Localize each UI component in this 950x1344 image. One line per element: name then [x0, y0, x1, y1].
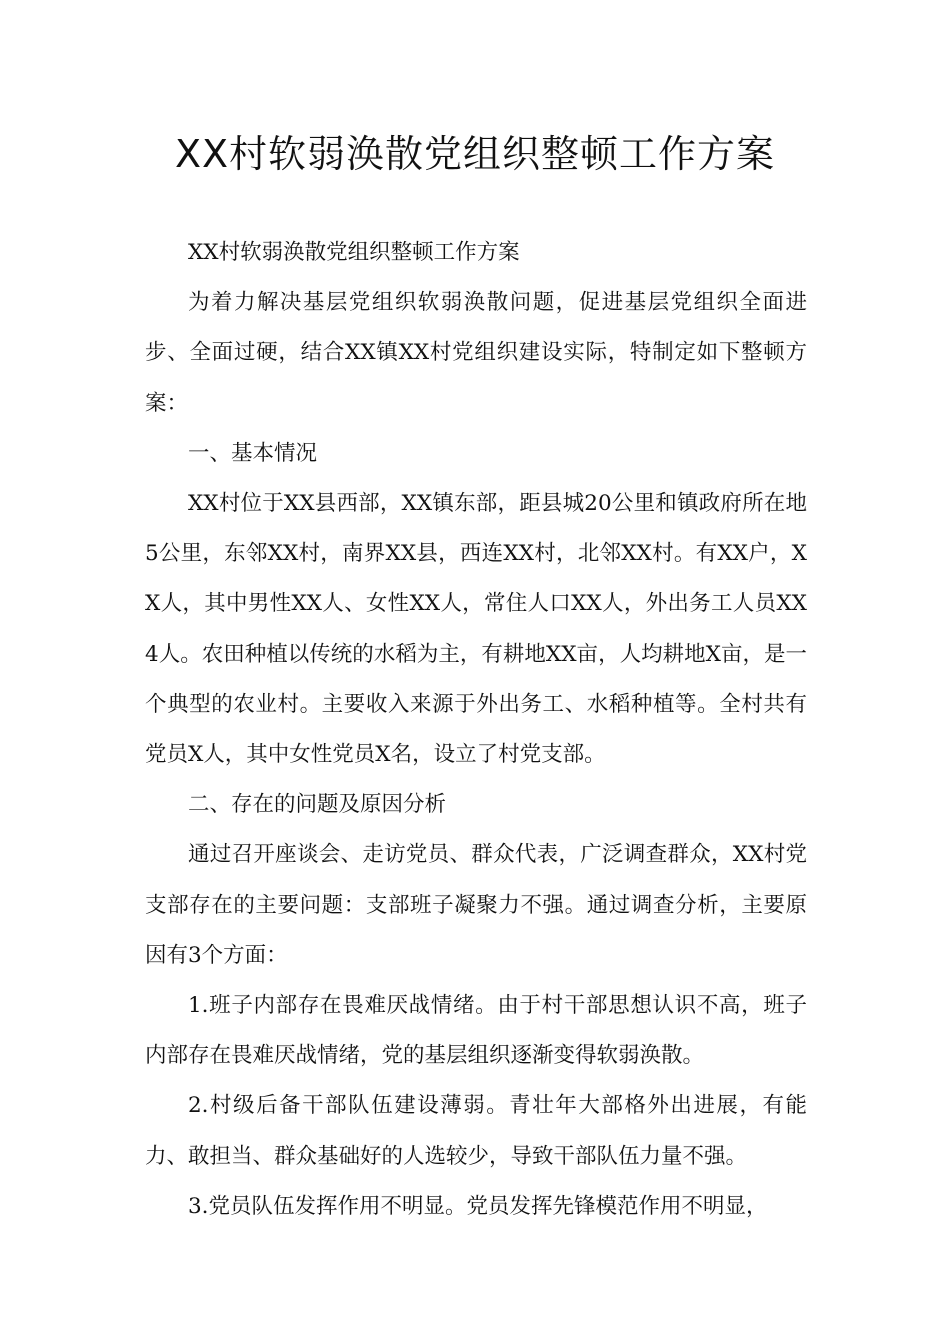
section-heading-basic-info: 一、基本情况 [188, 440, 318, 466]
paragraph-reason-2: 2.村级后备干部队伍建设薄弱。青壮年大部格外出进展，有能力、敢担当、群众基础好的人选较少，导致干部队伍力量不强。 [145, 1093, 807, 1169]
paragraph-problems: 通过召开座谈会、走访党员、群众代表，广泛调查群众，XX村党支部存在的主要问题：支部班子凝聚力不强。通过调查分析，主要原因有3个方面： [145, 842, 807, 968]
paragraph-reason-3: 3.党员队伍发挥作用不明显。党员发挥先锋模范作用不明显， [188, 1193, 768, 1219]
paragraph-basic-info: XX村位于XX县西部，XX镇东部，距县城20公里和镇政府所在地5公里，东邻XX村，南界XX县，西连XX村，北邻XX村。有XX户，XX人，其中男性XX人、女性XX人，常住人口XX人，外出务工人员XX4人。农田种植以传统的水稻为主，有耕地XX亩，人均耕地X亩，是一个典型的农业村。主要收入来源于外出务工、水稻种植等。全村共有党员X人，其中女性党员X名，设立了村党支部。 [145, 491, 807, 768]
paragraph-reason-1: 1.班子内部存在畏难厌战情绪。由于村干部思想认识不高，班子内部存在畏难厌战情绪，党的基层组织逐渐变得软弱涣散。 [145, 993, 807, 1069]
paragraph-intro: 为着力解决基层党组织软弱涣散问题，促进基层党组织全面进步、全面过硬，结合XX镇XX村党组织建设实际，特制定如下整顿方案： [145, 290, 807, 416]
document-title: XX村软弱涣散党组织整顿工作方案 [174, 132, 776, 176]
document-body [145, 228, 807, 1232]
section-heading-problems: 二、存在的问题及原因分析 [188, 792, 447, 818]
paragraph-subtitle: XX村软弱涣散党组织整顿工作方案 [188, 240, 520, 265]
